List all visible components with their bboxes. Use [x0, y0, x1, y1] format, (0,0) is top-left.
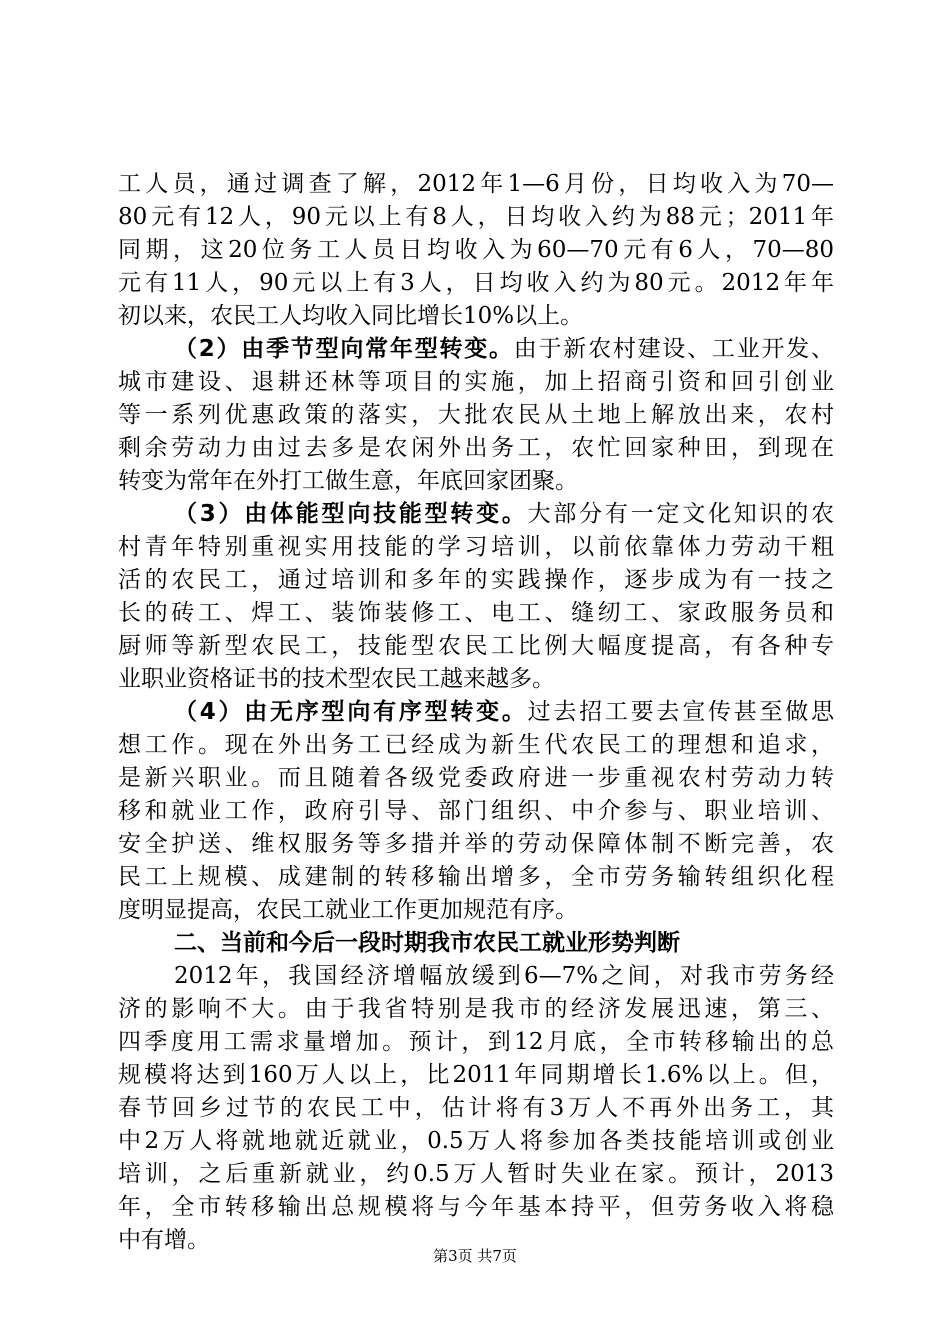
paragraph-line: 村青年特别重视实用技能的学习培训，以前依靠体力劳动干粗	[118, 534, 834, 560]
subsection-heading: （2）由季节型向常年型转变。	[174, 336, 514, 362]
paragraph-line: 80元有12人，90元以上有8人，日均收入约为88元；2011年	[118, 204, 834, 230]
paragraph-text: 过去招工要去宣传甚至做思	[527, 699, 834, 725]
paragraph-text: 大部分有一定文化知识的农	[527, 501, 834, 527]
paragraph-line: 移和就业工作，政府引导、部门组织、中介参与、职业培训、	[118, 798, 834, 824]
paragraph-line: 中有增。	[118, 1227, 210, 1253]
paragraph-line: 厨师等新型农民工，技能型农民工比例大幅度提高，有各种专	[118, 633, 834, 659]
paragraph-line: 培训，之后重新就业，约0.5万人暂时失业在家。预计，2013	[118, 1161, 834, 1187]
paragraph-first-line: 2012年，我国经济增幅放缓到6—7%之间，对我市劳务经	[174, 963, 834, 989]
paragraph-line: 四季度用工需求量增加。预计，到12月底，全市转移输出的总	[118, 1029, 834, 1055]
paragraph-line: 想工作。现在外出务工已经成为新生代农民工的理想和追求，	[118, 732, 834, 758]
paragraph-line: 中2万人将就地就近就业，0.5万人将参加各类技能培训或创业	[118, 1128, 834, 1154]
paragraph-line: 是新兴职业。而且随着各级党委政府进一步重视农村劳动力转	[118, 765, 834, 791]
paragraph-line: 城市建设、退耕还林等项目的实施，加上招商引资和回引创业	[118, 369, 834, 395]
paragraph-line: 剩余劳动力由过去多是农闲外出务工，农忙回家种田，到现在	[118, 435, 834, 461]
paragraph-line: 转变为常年在外打工做生意，年底回家团聚。	[118, 468, 578, 494]
subsection-heading: （3）由体能型向技能型转变。	[174, 501, 528, 527]
paragraph-line: 活的农民工，通过培训和多年的实践操作，逐步成为有一技之	[118, 567, 834, 593]
paragraph-line: 同期，这20位务工人员日均收入为60—70元有6人，70—80	[118, 237, 834, 263]
paragraph-line: 元有11人，90元以上有3人，日均收入约为80元。2012年年	[118, 270, 834, 296]
paragraph-line: 工人员，通过调查了解，2012年1—6月份，日均收入为70—	[118, 171, 834, 197]
paragraph-line: 初以来，农民工人均收入同比增长10%以上。	[118, 303, 584, 329]
paragraph-line: 年，全市转移输出总规模将与今年基本持平，但劳务收入将稳	[118, 1194, 834, 1220]
paragraph-first-line	[118, 696, 834, 729]
paragraph-line: 等一系列优惠政策的落实，大批农民从土地上解放出来，农村	[118, 402, 834, 428]
page-footer	[0, 1245, 950, 1266]
paragraph-line: 规模将达到160万人以上，比2011年同期增长1.6%以上。但，	[118, 1062, 834, 1088]
paragraph-line: 民工上规模、成建制的转移输出增多，全市劳务输转组织化程	[118, 864, 834, 890]
paragraph-line: 安全护送、维权服务等多措并举的劳动保障体制不断完善，农	[118, 831, 834, 857]
paragraph-text: 由于新农村建设、工业开发、	[513, 336, 834, 362]
paragraph-line: 业职业资格证书的技术型农民工越来越多。	[118, 666, 555, 692]
paragraph-first-line	[118, 333, 834, 366]
section-heading: 二、当前和今后一段时期我市农民工就业形势判断	[174, 930, 680, 956]
paragraph-line: 度明显提高，农民工就业工作更加规范有序。	[118, 897, 578, 923]
paragraph-line: 春节回乡过节的农民工中，估计将有3万人不再外出务工，其	[118, 1095, 834, 1121]
paragraph-line: 长的砖工、焊工、装饰装修工、电工、缝纫工、家政服务员和	[118, 600, 834, 626]
page-number: 第3页 共7页	[433, 1247, 517, 1265]
paragraph-first-line	[118, 498, 834, 531]
document-body	[118, 168, 834, 1257]
paragraph-line: 济的影响不大。由于我省特别是我市的经济发展迅速，第三、	[118, 996, 834, 1022]
subsection-heading: （4）由无序型向有序型转变。	[174, 699, 528, 725]
